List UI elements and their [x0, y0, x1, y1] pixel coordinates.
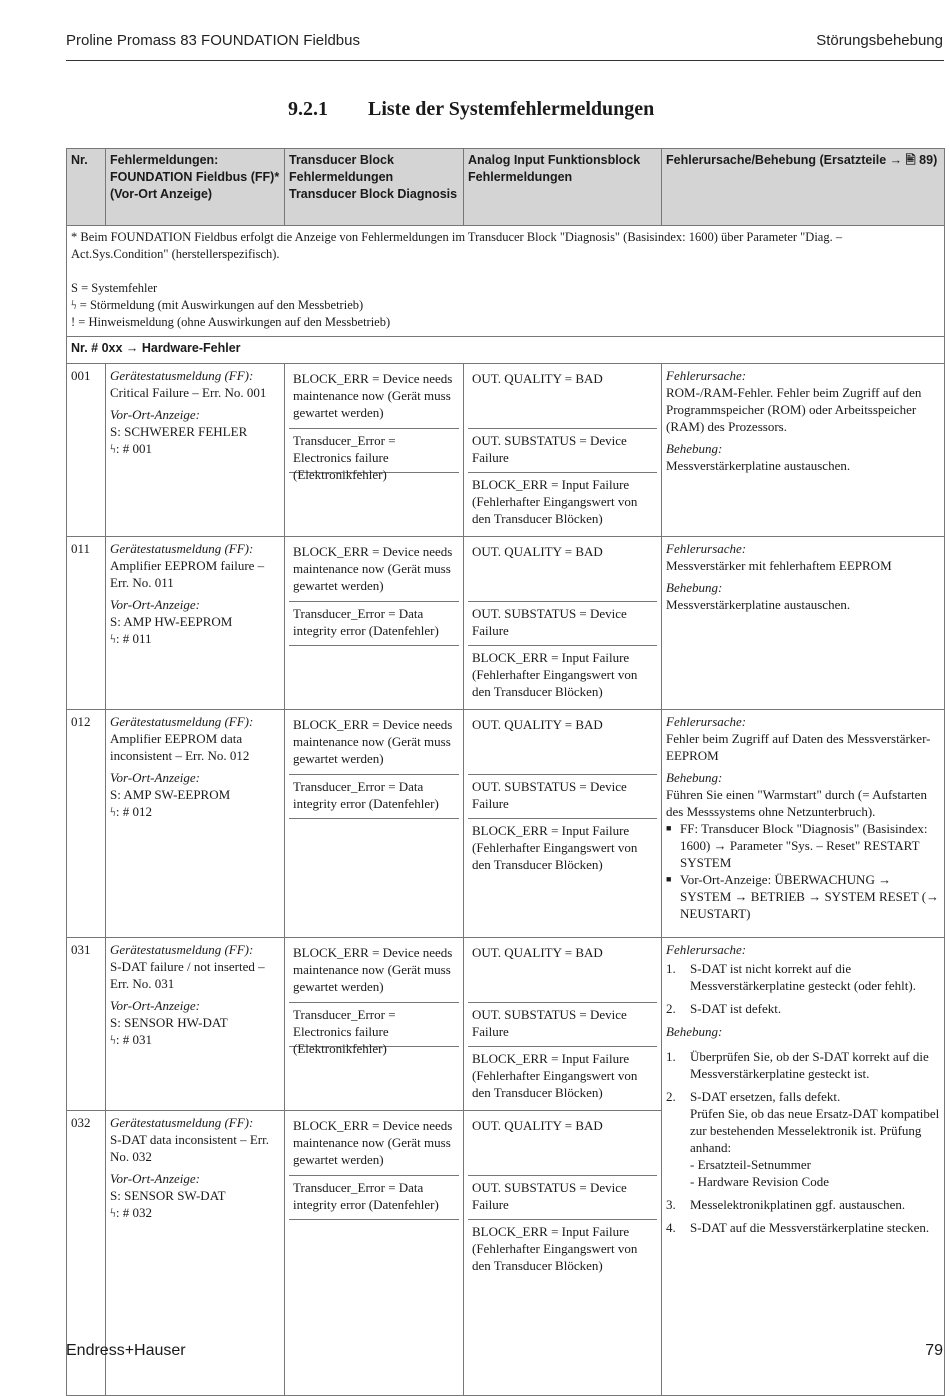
local-display-code: ϟ: # 012 — [110, 804, 152, 819]
remedy-label: Behebung: — [666, 770, 723, 785]
cause-label: Fehlerursache: — [666, 541, 747, 556]
ff-status-label: Gerätestatusmeldung (FF): — [110, 942, 254, 957]
ff-status-label: Gerätestatusmeldung (FF): — [110, 1115, 254, 1130]
remedy-text: Messverstärkerplatine austauschen. — [666, 597, 851, 612]
cause-label: Fehlerursache: — [666, 942, 747, 957]
list-item: 3. Messelektronikplatinen ggf. austauschen. — [666, 1197, 906, 1212]
row-transducer-block — [285, 938, 464, 1111]
row-nr: 031 — [67, 938, 106, 1111]
ff-status-label: Gerätestatusmeldung (FF): — [110, 368, 254, 383]
local-display-text: S: SENSOR SW-DAT — [110, 1188, 226, 1203]
ai-block-err: BLOCK_ERR = Input Failure (Fehlerhafter Eingangswert von den Transducer Blöcken) — [468, 645, 657, 706]
list-item: ■ Vor-Ort-Anzeige: ÜBERWACHUNG → SYSTEM → BETRIEB → SYSTEM RESET (→ NEUSTART) — [666, 871, 940, 922]
footer-brand: Endress+Hauser — [66, 1342, 186, 1359]
table-note-row — [67, 226, 945, 337]
cause-text: Messverstärker mit fehlerhaftem EEPROM — [666, 558, 892, 573]
list-item: ■ FF: Transducer Block "Diagnosis" (Basisindex: 1600) → Parameter "Sys. – Reset" RESTART SYSTEM — [666, 820, 940, 871]
row-transducer-block — [285, 1111, 464, 1396]
local-display-label: Vor-Ort-Anzeige: — [110, 770, 200, 785]
sdat-cause-remedy — [662, 938, 945, 1396]
header-nr: Nr. — [67, 149, 106, 226]
row-ff-message — [106, 938, 285, 1111]
ff-status-label: Gerätestatusmeldung (FF): — [110, 714, 254, 729]
ff-message: S-DAT failure / not inserted – Err. No. 031 — [110, 959, 265, 991]
row-analog-input — [464, 938, 662, 1111]
tb-transducer-error: Transducer_Error = Electronics failure (Elektronikfehler) — [289, 1002, 459, 1046]
ff-message: S-DAT data inconsistent – Err. No. 032 — [110, 1132, 269, 1164]
header-transducer-block: Transducer Block Fehlermeldungen Transducer Block Diagnosis — [285, 149, 464, 226]
row-transducer-block — [285, 710, 464, 938]
remedy-detail-item: - Ersatzteil-Setnummer — [690, 1157, 811, 1172]
ai-block-err: BLOCK_ERR = Input Failure (Fehlerhafter Eingangswert von den Transducer Blöcken) — [468, 1219, 657, 1392]
table-header-row — [67, 149, 945, 226]
note-legend-fault: ϟ = Störmeldung (mit Auswirkungen auf den Messbetrieb) — [71, 298, 364, 312]
section-row — [67, 337, 945, 364]
row-analog-input — [464, 1111, 662, 1396]
cause-text: ROM-/RAM-Fehler. Fehler beim Zugriff auf den Programmspeicher (ROM) oder Arbeitsspeicher (RAM) des Prozessors. — [666, 385, 922, 434]
tb-empty — [289, 1219, 459, 1392]
local-display-text: S: SCHWERER FEHLER — [110, 424, 248, 439]
table-row — [67, 364, 945, 537]
ff-message: Critical Failure – Err. No. 001 — [110, 385, 267, 400]
ff-status-label: Gerätestatusmeldung (FF): — [110, 541, 254, 556]
cause-label: Fehlerursache: — [666, 714, 747, 729]
list-item: 1. S-DAT ist nicht korrekt auf die Messverstärkerplatine gesteckt (oder fehlt). — [666, 961, 916, 993]
remedy-label: Behebung: — [666, 1024, 723, 1039]
remedy-label: Behebung: — [666, 441, 723, 456]
ai-substatus: OUT. SUBSTATUS = Device Failure — [468, 774, 657, 818]
tb-block-err: BLOCK_ERR = Device needs maintenance now (Gerät muss gewartet werden) — [293, 945, 453, 994]
row-transducer-block — [285, 537, 464, 710]
row-nr: 012 — [67, 710, 106, 938]
table-row — [67, 537, 945, 710]
row-ff-message — [106, 537, 285, 710]
running-header-chapter: Störungsbehebung — [816, 32, 943, 49]
tb-empty — [289, 818, 459, 934]
local-display-label: Vor-Ort-Anzeige: — [110, 1171, 200, 1186]
section-number: 9.2.1 — [288, 98, 328, 120]
ff-message: Amplifier EEPROM data inconsistent – Err. No. 012 — [110, 731, 250, 763]
page-number: 79 — [925, 1342, 943, 1359]
local-display-code: ϟ: # 011 — [110, 631, 152, 646]
remedy-list — [666, 1048, 940, 1236]
local-display-code: ϟ: # 001 — [110, 441, 152, 456]
list-item: 4. S-DAT auf die Messverstärkerplatine stecken. — [666, 1220, 930, 1235]
note-text: * Beim FOUNDATION Fieldbus erfolgt die Anzeige von Fehlermeldungen im Transducer Block "Diagnosis" (Basisindex: 1600) über Parameter "Diag. – Act.Sys.Condition" (herstellerspezifisch). — [71, 230, 843, 261]
ai-quality: OUT. QUALITY = BAD — [472, 1118, 603, 1133]
row-ff-message — [106, 364, 285, 537]
ai-substatus: OUT. SUBSTATUS = Device Failure — [468, 1175, 657, 1219]
local-display-text: S: AMP SW-EEPROM — [110, 787, 231, 802]
remedy-detail-item: - Hardware Revision Code — [690, 1174, 829, 1189]
cause-text: Fehler beim Zugriff auf Daten des Messverstärker-EEPROM — [666, 731, 931, 763]
local-display-label: Vor-Ort-Anzeige: — [110, 597, 200, 612]
row-analog-input — [464, 710, 662, 938]
row-nr: 032 — [67, 1111, 106, 1396]
tb-transducer-error: Transducer_Error = Data integrity error (Datenfehler) — [289, 601, 459, 645]
ai-substatus: OUT. SUBSTATUS = Device Failure — [468, 601, 657, 645]
section-heading: Nr. # 0xx → Hardware-Fehler — [67, 337, 945, 364]
cause-label: Fehlerursache: — [666, 368, 747, 383]
local-display-code: ϟ: # 031 — [110, 1032, 152, 1047]
local-display-code: ϟ: # 032 — [110, 1205, 152, 1220]
ai-block-err: BLOCK_ERR = Input Failure (Fehlerhafter Eingangswert von den Transducer Blöcken) — [468, 818, 657, 934]
list-item: 2. S-DAT ersetzen, falls defekt. Prüfen Sie, ob das neue Ersatz-DAT kompatibel zur bestehenden Messelektronik ist. Prüfung anhand: - Ersatzteil-Setnummer - Hardware Revision Code — [666, 1089, 940, 1189]
table-row — [67, 938, 945, 1111]
row-ff-message — [106, 710, 285, 938]
row-nr: 011 — [67, 537, 106, 710]
tb-transducer-error: Transducer_Error = Data integrity error (Datenfehler) — [289, 1175, 459, 1219]
system-error-table — [66, 148, 945, 1396]
table-note — [67, 226, 945, 337]
remedy-label: Behebung: — [666, 580, 723, 595]
header-analog-input: Analog Input Funktionsblock Fehlermeldungen — [464, 149, 662, 226]
local-display-text: S: AMP HW-EEPROM — [110, 614, 233, 629]
tb-block-err: BLOCK_ERR = Device needs maintenance now (Gerät muss gewartet werden) — [293, 1118, 453, 1167]
ai-substatus: OUT. SUBSTATUS = Device Failure — [468, 1002, 657, 1046]
list-item: 1. Überprüfen Sie, ob der S-DAT korrekt auf die Messverstärkerplatine gesteckt ist. — [666, 1049, 929, 1081]
row-analog-input — [464, 364, 662, 537]
ff-message: Amplifier EEPROM failure – Err. No. 011 — [110, 558, 265, 590]
remedy-text: Messverstärkerplatine austauschen. — [666, 458, 851, 473]
row-cause-remedy — [662, 537, 945, 710]
cause-list — [666, 960, 940, 1017]
remedy-detail: Prüfen Sie, ob das neue Ersatz-DAT kompatibel zur bestehenden Messelektronik ist. Prüfung anhand: — [690, 1106, 940, 1155]
list-item: 2. S-DAT ist defekt. — [666, 1001, 782, 1016]
remedy-text: Führen Sie einen "Warmstart" durch (= Aufstarten des Messsystems ohne Netzunterbruch). — [666, 787, 927, 819]
tb-empty — [289, 645, 459, 706]
section-title-text: Liste der Systemfehlermeldungen — [368, 98, 655, 120]
row-analog-input — [464, 537, 662, 710]
header-ff: Fehlermeldungen: FOUNDATION Fieldbus (FF)* (Vor-Ort Anzeige) — [106, 149, 285, 226]
local-display-label: Vor-Ort-Anzeige: — [110, 407, 200, 422]
row-cause-remedy — [662, 710, 945, 938]
ai-quality: OUT. QUALITY = BAD — [472, 371, 603, 386]
tb-transducer-error: Transducer_Error = Data integrity error (Datenfehler) — [289, 774, 459, 818]
header-cause-remedy: Fehlerursache/Behebung (Ersatzteile → 🖹 89) — [662, 149, 945, 226]
section-title — [288, 98, 654, 121]
ai-quality: OUT. QUALITY = BAD — [472, 544, 603, 559]
tb-block-err: BLOCK_ERR = Device needs maintenance now (Gerät muss gewartet werden) — [293, 544, 453, 593]
local-display-text: S: SENSOR HW-DAT — [110, 1015, 228, 1030]
note-legend-s: S = Systemfehler — [71, 281, 158, 295]
tb-transducer-error: Transducer_Error = Electronics failure (Elektronikfehler) — [289, 428, 459, 472]
ai-quality: OUT. QUALITY = BAD — [472, 945, 603, 960]
header-rule — [66, 60, 944, 61]
tb-block-err: BLOCK_ERR = Device needs maintenance now (Gerät muss gewartet werden) — [293, 717, 453, 766]
ai-block-err: BLOCK_ERR = Input Failure (Fehlerhafter Eingangswert von den Transducer Blöcken) — [468, 472, 657, 533]
ai-substatus: OUT. SUBSTATUS = Device Failure — [468, 428, 657, 472]
row-cause-remedy — [662, 364, 945, 537]
local-display-label: Vor-Ort-Anzeige: — [110, 998, 200, 1013]
table-row — [67, 710, 945, 938]
row-transducer-block — [285, 364, 464, 537]
remedy-bullet-list — [666, 820, 940, 922]
ai-block-err: BLOCK_ERR = Input Failure (Fehlerhafter Eingangswert von den Transducer Blöcken) — [468, 1046, 657, 1107]
note-legend-notice: ! = Hinweismeldung (ohne Auswirkungen auf den Messbetrieb) — [71, 315, 391, 329]
tb-block-err: BLOCK_ERR = Device needs maintenance now (Gerät muss gewartet werden) — [293, 371, 453, 420]
running-header-product: Proline Promass 83 FOUNDATION Fieldbus — [66, 32, 360, 49]
ai-quality: OUT. QUALITY = BAD — [472, 717, 603, 732]
row-nr: 001 — [67, 364, 106, 537]
